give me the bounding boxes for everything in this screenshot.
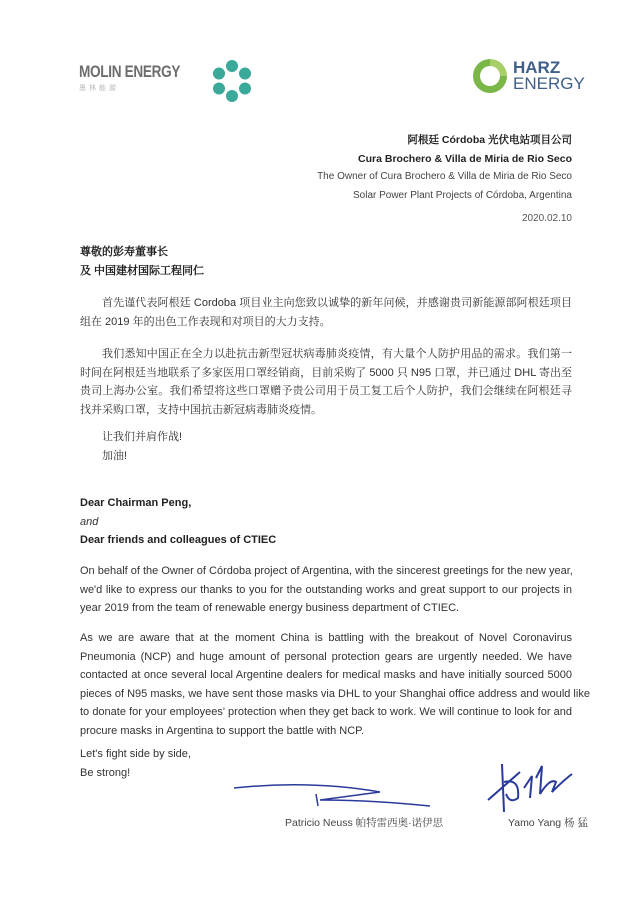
text-line: 组在 2019 年的出色工作表现和对项目的大力支持。 [80, 315, 331, 328]
text-line: Let's fight side by side, [80, 748, 191, 760]
harz-energy-logo: HARZ ENERGY [513, 58, 585, 93]
salutation-cn-1: 尊敬的彭寿董事长 [80, 246, 168, 258]
text-line: year 2019 from the team of renewable energy business department of CTIEC. [80, 602, 460, 614]
text-line: pieces of N95 masks, we have sent those masks via DHL to your Shanghai office address and would like [80, 687, 590, 700]
sender-address [317, 131, 572, 205]
signature-patricio [230, 780, 440, 812]
english-paragraph-2 [80, 629, 590, 740]
english-salutation [80, 494, 572, 550]
signer-1-name: Patricio Neuss 帕特雷西奥·诺伊思 [285, 817, 444, 829]
text-line: 让我们并肩作战! [102, 431, 183, 443]
salutation-en-and: and [80, 515, 99, 528]
harz-leaf-icon [470, 56, 510, 96]
molin-flower-icon [208, 58, 256, 104]
chinese-closing [80, 428, 572, 465]
signature-yamo [480, 758, 580, 814]
chinese-paragraph-2 [80, 345, 572, 419]
letter-date: 2020.02.10 [521, 213, 572, 224]
text-line: 时间在阿根廷当地联系了多家医用口罩经销商，目前采购了 5000 只 N95 口罩，并已通过 DHL 寄出至 [80, 366, 572, 379]
text-line: As we are aware that at the moment China is battling with the breakout of Novel Coronavirus [80, 632, 572, 644]
sender-location: Solar Power Plant Projects of Córdoba, Argentina [352, 189, 572, 201]
text-line: 我们悉知中国正在全力以赴抗击新型冠状病毒肺炎疫情，有大量个人防护用品的需求。我们第一 [102, 348, 572, 360]
signer-2-name: Yamo Yang 杨 猛 [508, 817, 588, 829]
text-line: 贵司上海办公室。我们希望将这些口罩赠予贵公司用于员工复工后个人防护，我们会继续在阿根廷寻 [80, 385, 572, 397]
molin-energy-logo: MOLIN ENERGY 墨林能源 [79, 62, 181, 92]
text-line: Pneumonia (NCP) and huge amount of personal protection gears are urgently needed. We have [80, 650, 572, 663]
text-line: to donate for your employees' protection when they get back to work. We will continue to look for and [80, 706, 572, 718]
sender-owner: The Owner of Cura Brochero & Villa de Miria de Rio Seco [317, 171, 572, 182]
text-line: Be strong! [80, 766, 131, 779]
text-line: contacted at once several local Argentine dealers for medical masks and have initially sourced 5000 [80, 669, 572, 681]
text-line: 找并采购口罩，支持中国抗击新冠病毒肺炎疫情。 [80, 403, 322, 416]
chinese-salutation [80, 243, 572, 280]
sender-project: Cura Brochero & Villa de Miria de Rio Seco [358, 152, 572, 165]
text-line: we'd like to express our thanks to you for the outstanding works and great support to our projects in [80, 583, 572, 596]
sender-company-cn: 阿根廷 Córdoba 光伏电站项目公司 [407, 134, 572, 146]
text-line: 首先谨代表阿根廷 Cordoba 项目业主向您致以诚挚的新年问候，并感谢贵司新能源部阿根廷项目 [102, 297, 572, 309]
text-line: 加油! [102, 449, 128, 462]
text-line: procure masks in Argentina to support the battle with NCP. [80, 724, 365, 737]
text-line: On behalf of the Owner of Córdoba project of Argentina, with the sincerest greetings for the new year, [80, 565, 573, 577]
english-paragraph-1 [80, 562, 572, 618]
salutation-cn-2: 及 中国建材国际工程同仁 [80, 264, 205, 277]
salutation-en-1: Dear Chairman Peng, [80, 497, 192, 509]
salutation-en-2: Dear friends and colleagues of CTIEC [80, 534, 277, 546]
chinese-paragraph-1 [80, 294, 572, 331]
